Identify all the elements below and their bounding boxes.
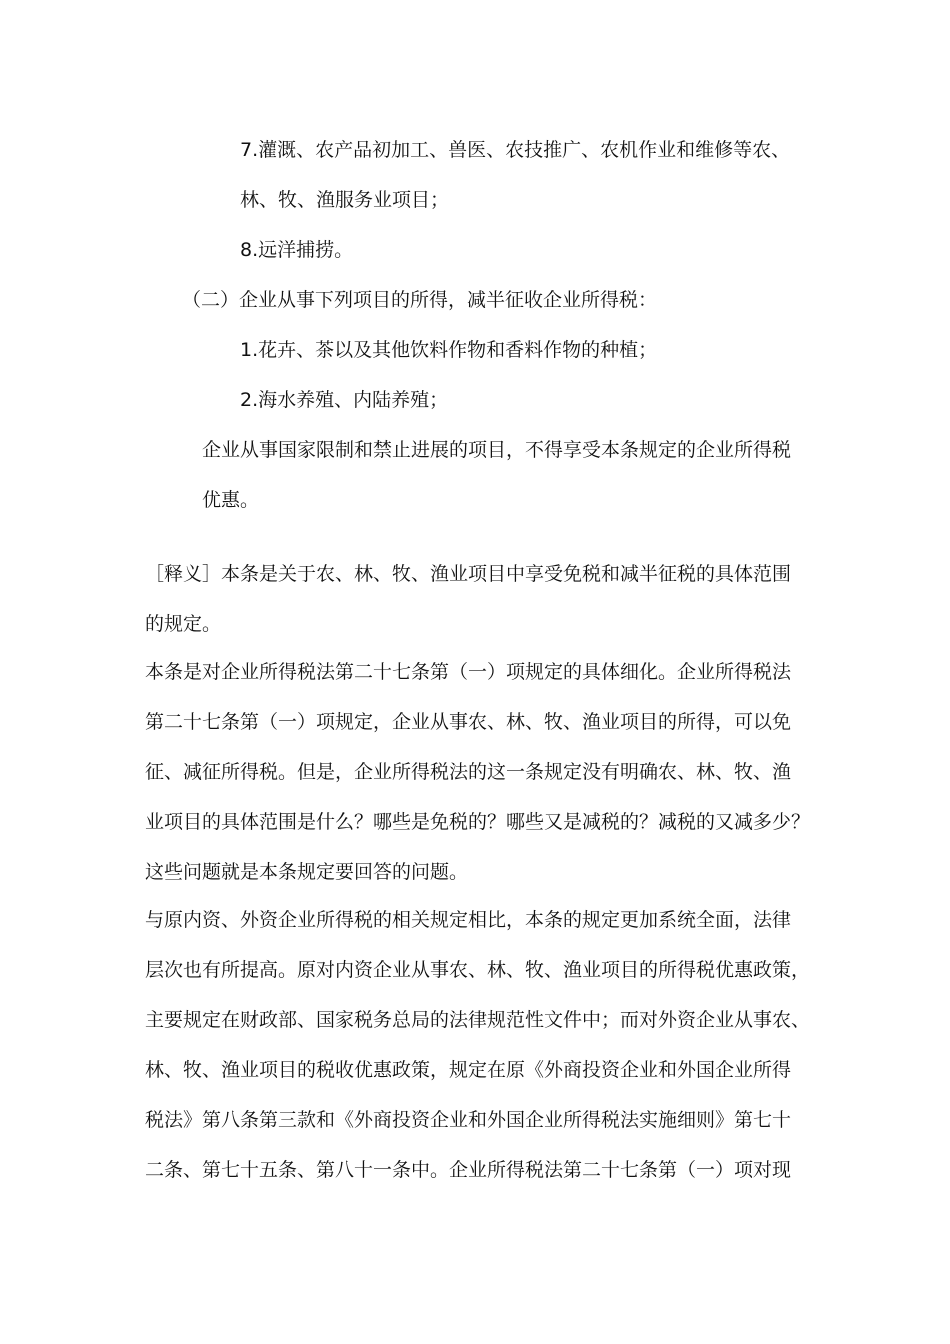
paragraph-1-line-4: 业项目的具体范围是什么？哪些是免税的？哪些又是减税的？减税的又减多少？ (145, 811, 811, 833)
list-item-8: 8.远洋捕捞。 (240, 239, 354, 261)
paragraph-1-line-5: 这些问题就是本条规定要回答的问题。 (145, 861, 469, 883)
restriction-line-1: 企业从事国家限制和禁止进展的项目，不得享受本条规定的企业所得税 (202, 439, 792, 461)
interpretation-line-2: 的规定。 (145, 613, 222, 635)
list-item-7-line-1: 7.灌溉、农产品初加工、兽医、农技推广、农机作业和维修等农、 (240, 139, 791, 161)
paragraph-2-line-2: 层次也有所提高。原对内资企业从事农、林、牧、渔业项目的所得税优惠政策， (145, 959, 811, 981)
paragraph-2-line-5: 税法》第八条第三款和《外商投资企业和外国企业所得税法实施细则》第七十 (145, 1109, 792, 1131)
sub-item-1: 1.花卉、茶以及其他饮料作物和香料作物的种植； (240, 339, 658, 361)
interpretation-line-1: ［释义］本条是关于农、林、牧、渔业项目中享受免税和减半征税的具体范围 (145, 563, 792, 585)
paragraph-2-line-4: 林、牧、渔业项目的税收优惠政策，规定在原《外商投资企业和外国企业所得 (145, 1059, 792, 1081)
sub-item-2: 2.海水养殖、内陆养殖； (240, 389, 449, 411)
paragraph-2-line-3: 主要规定在财政部、国家税务总局的法律规范性文件中；而对外资企业从事农、 (145, 1009, 811, 1031)
paragraph-2-line-6: 二条、第七十五条、第八十一条中。企业所得税法第二十七条第（一）项对现 (145, 1159, 792, 1181)
paragraph-1-line-2: 第二十七条第（一）项规定，企业从事农、林、牧、渔业项目的所得，可以免 (145, 711, 792, 733)
section-heading-2: （二）企业从事下列项目的所得，减半征收企业所得税： (182, 289, 658, 311)
paragraph-1-line-1: 本条是对企业所得税法第二十七条第（一）项规定的具体细化。企业所得税法 (145, 661, 792, 683)
restriction-line-2: 优惠。 (202, 489, 260, 511)
list-item-7-line-2: 林、牧、渔服务业项目； (240, 189, 450, 211)
paragraph-2-line-1: 与原内资、外资企业所得税的相关规定相比，本条的规定更加系统全面，法律 (145, 909, 792, 931)
paragraph-1-line-3: 征、减征所得税。但是，企业所得税法的这一条规定没有明确农、林、牧、渔 (145, 761, 792, 783)
